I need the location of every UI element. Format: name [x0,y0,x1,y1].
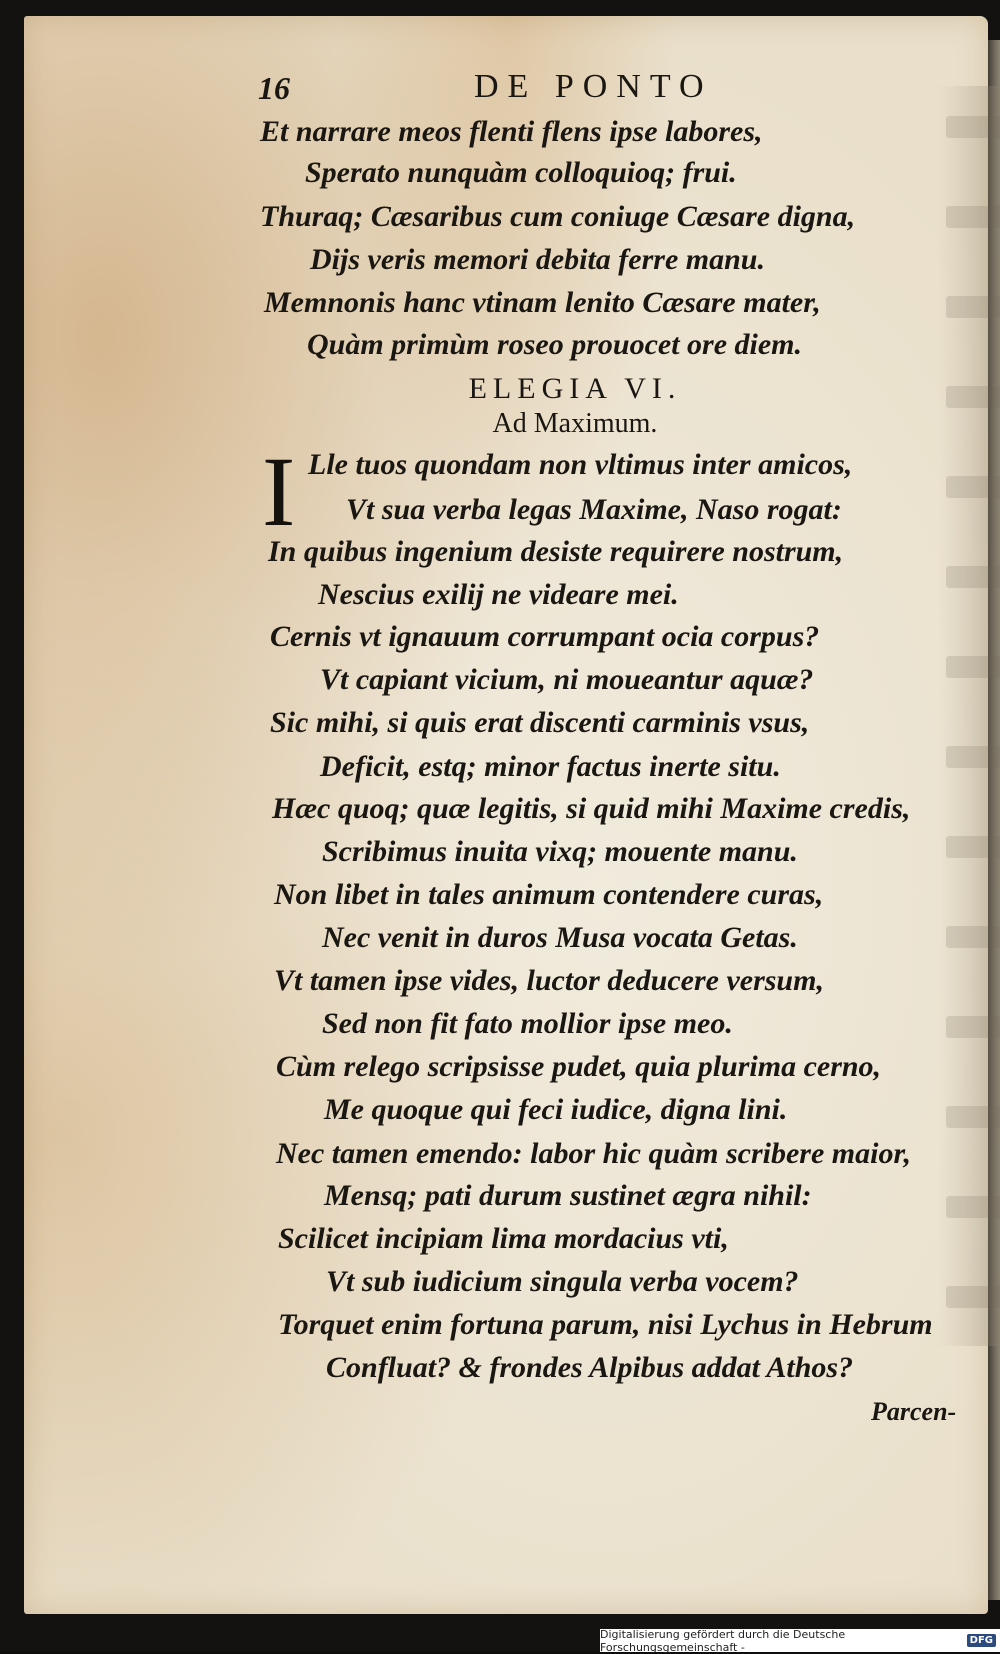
credit-text: Digitalisierung gefördert durch die Deutsche Forschungsgemeinschaft - [600,1627,846,1654]
verse-line: Vt capiant vicium, ni moueantur aquæ? [320,663,814,696]
verse-line: Sic mihi, si quis erat discenti carminis vsus, [270,706,810,739]
page-number: 16 [258,70,290,106]
running-title: DE PONTO [474,68,713,105]
verse-line: Quàm primùm roseo prouocet ore diem. [307,328,803,361]
verse-line: Me quoque qui feci iudice, digna lini. [324,1093,788,1126]
verse-line: Et narrare meos flenti flens ipse labores, [260,115,763,148]
verse-line: Nec tamen emendo: labor hic quàm scribere maior, [276,1137,911,1170]
verse-line: Nec venit in duros Musa vocata Getas. [322,921,798,954]
verse-line: Sperato nunquàm colloquioq; frui. [305,156,737,189]
verse-line: Vt sub iudicium singula verba vocem? [326,1265,799,1298]
verse-line: Non libet in tales animum contendere curas, [274,878,824,911]
verse-line: Vt tamen ipse vides, luctor deducere versum, [274,964,824,997]
elegy-subtitle: Ad Maximum. [492,408,658,439]
verse-line: Thuraq; Cæsaribus cum coniuge Cæsare digna, [260,200,856,233]
verse-line: Dijs veris memori debita ferre manu. [310,243,765,276]
verse-line: Sed non fit fato mollior ipse meo. [322,1007,733,1040]
page-header [258,68,748,108]
verse-line: Scribimus inuita vixq; mouente manu. [322,835,798,868]
verse-line: Confluat? & frondes Alpibus addat Athos? [326,1351,854,1384]
verse-line: Hæc quoq; quæ legitis, si quid mihi Maxime credis, [272,792,911,825]
verse-line: Deficit, estq; minor factus inerte situ. [320,750,781,783]
verse-line: Cùm relego scripsisse pudet, quia plurima cerno, [276,1050,882,1083]
verse-line: Torquet enim fortuna parum, nisi Lychus in Hebrum [278,1308,933,1341]
verse-line: Memnonis hanc vtinam lenito Cæsare mater, [264,286,821,319]
verse-line: Scilicet incipiam lima mordacius vti, [278,1222,729,1255]
verse-line: Mensq; pati durum sustinet ægra nihil: [324,1179,812,1212]
verse-line: Vt sua verba legas Maxime, Naso rogat: [346,493,842,526]
elegy-title: ELEGIA VI. [468,372,682,405]
verse-line: In quibus ingenium desiste requirere nostrum, [268,535,844,568]
verse-line: Nescius exilij ne videare mei. [318,578,679,611]
show-through-text [938,86,1000,1346]
drop-capital: I [262,436,296,547]
verse-line: Cernis vt ignauum corrumpant ocia corpus? [270,620,820,653]
catchword: Parcen- [871,1397,957,1426]
digitization-credit [600,1629,1000,1652]
verse-line: Lle tuos quondam non vltimus inter amicos, [308,448,853,481]
dfg-logo-icon: DFG [967,1634,996,1647]
